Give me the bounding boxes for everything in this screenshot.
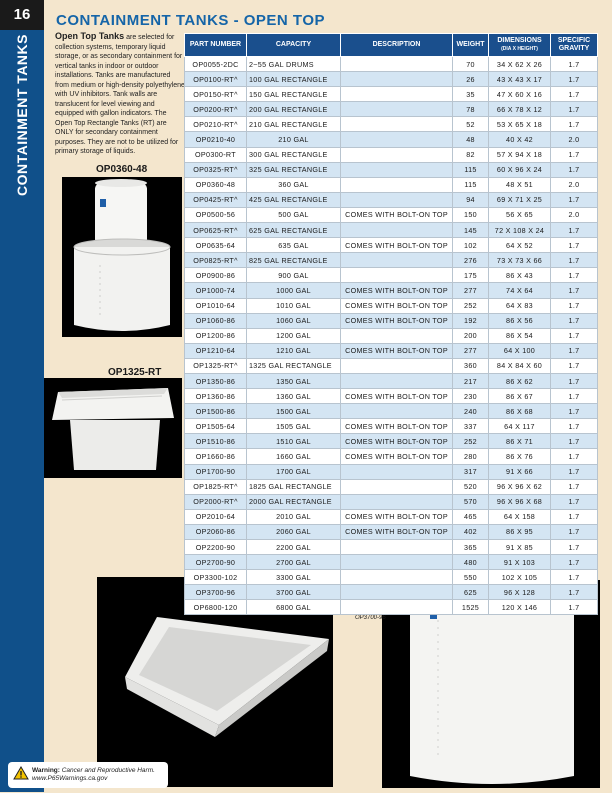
capacity-cell: 6800 GAL: [247, 600, 341, 615]
part-number-cell: OP2060-86: [185, 524, 247, 539]
gravity-cell: 1.7: [551, 494, 598, 509]
weight-cell: 240: [453, 404, 489, 419]
dimensions-cell: 64 X 100: [489, 343, 551, 358]
gravity-cell: 1.7: [551, 253, 598, 268]
table-row: [185, 389, 598, 404]
gravity-cell: 1.7: [551, 389, 598, 404]
weight-cell: 277: [453, 343, 489, 358]
dimensions-cell: 69 X 71 X 25: [489, 192, 551, 207]
weight-cell: 465: [453, 509, 489, 524]
capacity-cell: 2060 GAL: [247, 524, 341, 539]
table-row: [185, 268, 598, 283]
part-number-cell: OP1505-64: [185, 419, 247, 434]
weight-cell: 252: [453, 434, 489, 449]
weight-cell: 200: [453, 328, 489, 343]
capacity-cell: 325 GAL RECTANGLE: [247, 162, 341, 177]
section-title: CONTAINMENT TANKS: [14, 34, 30, 196]
description-cell: [341, 479, 453, 494]
capacity-cell: 1700 GAL: [247, 464, 341, 479]
table-row: [185, 464, 598, 479]
table-row: [185, 72, 598, 87]
part-number-cell: OP1700-90: [185, 464, 247, 479]
table-row: [185, 177, 598, 192]
part-number-cell: OP6800-120: [185, 600, 247, 615]
header-dimensions: [489, 34, 551, 57]
table-header-row: [185, 34, 598, 57]
part-number-cell: OP0635-64: [185, 238, 247, 253]
dimensions-cell: 86 X 54: [489, 328, 551, 343]
dimensions-cell: 72 X 108 X 24: [489, 223, 551, 238]
rectangle-tank-image: [44, 378, 182, 478]
capacity-cell: 3300 GAL: [247, 570, 341, 585]
gravity-cell: 1.7: [551, 570, 598, 585]
description-cell: [341, 404, 453, 419]
intro-paragraph: [55, 32, 185, 157]
description-cell: [341, 268, 453, 283]
capacity-cell: 1000 GAL: [247, 283, 341, 298]
weight-cell: 145: [453, 223, 489, 238]
table-row: [185, 117, 598, 132]
part-number-cell: OP0150-RT^: [185, 87, 247, 102]
capacity-cell: 2700 GAL: [247, 555, 341, 570]
warning-triangle-icon: [13, 766, 29, 780]
photo-caption-op3700: OP3700-96: [355, 615, 386, 621]
part-number-cell: OP1210-64: [185, 343, 247, 358]
dimensions-cell: 47 X 60 X 16: [489, 87, 551, 102]
capacity-cell: 425 GAL RECTANGLE: [247, 192, 341, 207]
weight-cell: 337: [453, 419, 489, 434]
gravity-cell: 1.7: [551, 162, 598, 177]
warning-text: [32, 767, 155, 783]
description-cell: COMES WITH BOLT-ON TOP: [341, 238, 453, 253]
dimensions-cell: 53 X 65 X 18: [489, 117, 551, 132]
dimensions-cell: 48 X 51: [489, 177, 551, 192]
dimensions-cell: 43 X 43 X 17: [489, 72, 551, 87]
gravity-cell: 1.7: [551, 72, 598, 87]
description-cell: [341, 177, 453, 192]
table-row: [185, 253, 598, 268]
part-number-cell: OP0325-RT^: [185, 162, 247, 177]
table-row: [185, 419, 598, 434]
side-band: [0, 0, 44, 792]
table-row: [185, 449, 598, 464]
table-row: [185, 540, 598, 555]
description-cell: [341, 57, 453, 72]
spec-table: [184, 33, 598, 615]
gravity-cell: 1.7: [551, 585, 598, 600]
part-number-cell: OP0625-RT^: [185, 223, 247, 238]
table-row: [185, 147, 598, 162]
capacity-cell: 200 GAL RECTANGLE: [247, 102, 341, 117]
dimensions-cell: 96 X 128: [489, 585, 551, 600]
gravity-cell: 1.7: [551, 328, 598, 343]
capacity-cell: 1360 GAL: [247, 389, 341, 404]
weight-cell: 625: [453, 585, 489, 600]
dimensions-cell: 86 X 71: [489, 434, 551, 449]
description-cell: COMES WITH BOLT-ON TOP: [341, 524, 453, 539]
photo-caption-op1325rt: OP1325-RT: [108, 367, 162, 378]
part-number-cell: OP3300-102: [185, 570, 247, 585]
warning-body: Cancer and Reproductive Harm.: [59, 767, 155, 774]
description-cell: [341, 328, 453, 343]
table-row: [185, 524, 598, 539]
part-number-cell: OP0200-RT^: [185, 102, 247, 117]
weight-cell: 70: [453, 57, 489, 72]
dimensions-cell: 60 X 96 X 24: [489, 162, 551, 177]
part-number-cell: OP1825-RT^: [185, 479, 247, 494]
capacity-cell: 210 GAL RECTANGLE: [247, 117, 341, 132]
table-row: [185, 223, 598, 238]
capacity-cell: 1660 GAL: [247, 449, 341, 464]
capacity-cell: 635 GAL: [247, 238, 341, 253]
gravity-cell: 2.0: [551, 207, 598, 222]
part-number-cell: OP1010-64: [185, 298, 247, 313]
weight-cell: 280: [453, 449, 489, 464]
dimensions-cell: 64 X 52: [489, 238, 551, 253]
weight-cell: 317: [453, 464, 489, 479]
description-cell: COMES WITH BOLT-ON TOP: [341, 419, 453, 434]
dimensions-cell: 57 X 94 X 18: [489, 147, 551, 162]
description-cell: COMES WITH BOLT-ON TOP: [341, 313, 453, 328]
description-cell: [341, 570, 453, 585]
part-number-cell: OP1350-86: [185, 373, 247, 388]
dimensions-cell: 86 X 56: [489, 313, 551, 328]
weight-cell: 550: [453, 570, 489, 585]
gravity-cell: 1.7: [551, 479, 598, 494]
description-cell: [341, 253, 453, 268]
table-row: [185, 87, 598, 102]
table-row: [185, 343, 598, 358]
header-dimensions-sub: (DIA X HEIGHT): [501, 46, 538, 52]
header-capacity: CAPACITY: [247, 34, 341, 57]
table-row: [185, 313, 598, 328]
dimensions-cell: 91 X 85: [489, 540, 551, 555]
table-row: [185, 207, 598, 222]
dimensions-cell: 86 X 43: [489, 268, 551, 283]
description-cell: [341, 117, 453, 132]
weight-cell: 52: [453, 117, 489, 132]
weight-cell: 82: [453, 147, 489, 162]
part-number-cell: OP2010-64: [185, 509, 247, 524]
gravity-cell: 1.7: [551, 238, 598, 253]
dimensions-cell: 86 X 95: [489, 524, 551, 539]
dimensions-cell: 86 X 68: [489, 404, 551, 419]
capacity-cell: 2~55 GAL DRUMS: [247, 57, 341, 72]
dimensions-cell: 84 X 84 X 60: [489, 358, 551, 373]
gravity-cell: 1.7: [551, 509, 598, 524]
dimensions-cell: 86 X 62: [489, 373, 551, 388]
table-row: [185, 479, 598, 494]
table-row: [185, 328, 598, 343]
gravity-cell: 1.7: [551, 555, 598, 570]
spec-table-body: [185, 57, 598, 615]
gravity-cell: 1.7: [551, 358, 598, 373]
gravity-cell: 1.7: [551, 404, 598, 419]
gravity-cell: 1.7: [551, 117, 598, 132]
weight-cell: 365: [453, 540, 489, 555]
table-row: [185, 585, 598, 600]
header-description: DESCRIPTION: [341, 34, 453, 57]
page-number: 16: [0, 0, 44, 30]
weight-cell: 35: [453, 87, 489, 102]
weight-cell: 102: [453, 238, 489, 253]
part-number-cell: OP0500-56: [185, 207, 247, 222]
table-row: [185, 192, 598, 207]
capacity-cell: 1010 GAL: [247, 298, 341, 313]
table-row: [185, 132, 598, 147]
part-number-cell: OP1325-RT^: [185, 358, 247, 373]
gravity-cell: 1.7: [551, 373, 598, 388]
description-cell: [341, 358, 453, 373]
capacity-cell: 500 GAL: [247, 207, 341, 222]
description-cell: [341, 464, 453, 479]
description-cell: COMES WITH BOLT-ON TOP: [341, 283, 453, 298]
part-number-cell: OP1060-86: [185, 313, 247, 328]
description-cell: [341, 540, 453, 555]
table-row: [185, 358, 598, 373]
part-number-cell: OP2200-90: [185, 540, 247, 555]
dimensions-cell: 66 X 78 X 12: [489, 102, 551, 117]
weight-cell: 175: [453, 268, 489, 283]
gravity-cell: 2.0: [551, 177, 598, 192]
part-number-cell: OP0825-RT^: [185, 253, 247, 268]
description-cell: [341, 494, 453, 509]
description-cell: COMES WITH BOLT-ON TOP: [341, 434, 453, 449]
description-cell: COMES WITH BOLT-ON TOP: [341, 449, 453, 464]
weight-cell: 252: [453, 298, 489, 313]
dimensions-cell: 73 X 73 X 66: [489, 253, 551, 268]
part-number-cell: OP1000-74: [185, 283, 247, 298]
intro-body: are selected for collection systems, temporary liquid storage, or as secondary containment for vertical tanks in indoor or outdoor installations. Tanks are manufactured from medium or high-density polyethylene with UV inhibitors. Tank walls are translucent for level viewing and equipped with gallon indicators. The Open Top Rectangle Tanks (RT) are ONLY for secondary containment purposes. They are not to be utilized for primary storage of liquids.: [55, 34, 185, 155]
part-number-cell: OP1510-86: [185, 434, 247, 449]
dimensions-cell: 74 X 64: [489, 283, 551, 298]
description-cell: [341, 223, 453, 238]
prop65-warning: [8, 762, 168, 788]
gravity-cell: 1.7: [551, 102, 598, 117]
gravity-cell: 1.7: [551, 434, 598, 449]
gravity-cell: 1.7: [551, 57, 598, 72]
part-number-cell: OP3700-96: [185, 585, 247, 600]
gravity-cell: 1.7: [551, 540, 598, 555]
weight-cell: 1525: [453, 600, 489, 615]
dimensions-cell: 96 X 96 X 62: [489, 479, 551, 494]
weight-cell: 277: [453, 283, 489, 298]
table-row: [185, 57, 598, 72]
gravity-cell: 1.7: [551, 268, 598, 283]
page-heading: CONTAINMENT TANKS - OPEN TOP: [56, 12, 325, 29]
description-cell: [341, 72, 453, 87]
gravity-cell: 1.7: [551, 223, 598, 238]
dimensions-cell: 86 X 76: [489, 449, 551, 464]
capacity-cell: 1510 GAL: [247, 434, 341, 449]
description-cell: [341, 132, 453, 147]
gravity-cell: 1.7: [551, 283, 598, 298]
gravity-cell: 1.7: [551, 298, 598, 313]
table-row: [185, 434, 598, 449]
dimensions-cell: 56 X 65: [489, 207, 551, 222]
description-cell: [341, 373, 453, 388]
table-row: [185, 162, 598, 177]
gravity-cell: 1.7: [551, 87, 598, 102]
warning-label: Warning:: [32, 767, 60, 774]
weight-cell: 402: [453, 524, 489, 539]
dimensions-cell: 96 X 96 X 68: [489, 494, 551, 509]
gravity-cell: 1.7: [551, 600, 598, 615]
weight-cell: 520: [453, 479, 489, 494]
capacity-cell: 2000 GAL RECTANGLE: [247, 494, 341, 509]
capacity-cell: 1350 GAL: [247, 373, 341, 388]
weight-cell: 115: [453, 162, 489, 177]
capacity-cell: 625 GAL RECTANGLE: [247, 223, 341, 238]
part-number-cell: OP0900-86: [185, 268, 247, 283]
table-row: [185, 373, 598, 388]
weight-cell: 115: [453, 177, 489, 192]
part-number-cell: OP0210-40: [185, 132, 247, 147]
part-number-cell: OP0210-RT^: [185, 117, 247, 132]
open-top-tank-image: [62, 177, 182, 337]
part-number-cell: OP1660-86: [185, 449, 247, 464]
capacity-cell: 825 GAL RECTANGLE: [247, 253, 341, 268]
table-row: [185, 102, 598, 117]
weight-cell: 48: [453, 132, 489, 147]
dimensions-cell: 91 X 66: [489, 464, 551, 479]
description-cell: COMES WITH BOLT-ON TOP: [341, 509, 453, 524]
capacity-cell: 1210 GAL: [247, 343, 341, 358]
weight-cell: 230: [453, 389, 489, 404]
part-number-cell: OP0360-48: [185, 177, 247, 192]
part-number-cell: OP0055-2DC: [185, 57, 247, 72]
capacity-cell: 150 GAL RECTANGLE: [247, 87, 341, 102]
description-cell: COMES WITH BOLT-ON TOP: [341, 343, 453, 358]
description-cell: [341, 162, 453, 177]
dimensions-cell: 91 X 103: [489, 555, 551, 570]
weight-cell: 94: [453, 192, 489, 207]
dimensions-cell: 40 X 42: [489, 132, 551, 147]
part-number-cell: OP1360-86: [185, 389, 247, 404]
tank-photo-op0360: [62, 177, 182, 337]
gravity-cell: 1.7: [551, 343, 598, 358]
part-number-cell: OP1200-86: [185, 328, 247, 343]
description-cell: [341, 147, 453, 162]
photo-caption-op0360: OP0360-48: [96, 164, 148, 175]
description-cell: [341, 87, 453, 102]
weight-cell: 78: [453, 102, 489, 117]
capacity-cell: 1825 GAL RECTANGLE: [247, 479, 341, 494]
capacity-cell: 1325 GAL RECTANGLE: [247, 358, 341, 373]
table-row: [185, 404, 598, 419]
gravity-cell: 1.7: [551, 192, 598, 207]
capacity-cell: 300 GAL RECTANGLE: [247, 147, 341, 162]
gravity-cell: 1.7: [551, 524, 598, 539]
weight-cell: 570: [453, 494, 489, 509]
tank-photo-op1325rt: [44, 378, 182, 478]
gravity-cell: 1.7: [551, 147, 598, 162]
dimensions-cell: 64 X 158: [489, 509, 551, 524]
capacity-cell: 210 GAL: [247, 132, 341, 147]
description-cell: [341, 102, 453, 117]
weight-cell: 360: [453, 358, 489, 373]
description-cell: COMES WITH BOLT-ON TOP: [341, 389, 453, 404]
dimensions-cell: 102 X 105: [489, 570, 551, 585]
table-row: [185, 298, 598, 313]
table-row: [185, 600, 598, 615]
capacity-cell: 3700 GAL: [247, 585, 341, 600]
part-number-cell: OP0425-RT^: [185, 192, 247, 207]
intro-lead: Open Top Tanks: [55, 31, 125, 41]
gravity-cell: 1.7: [551, 464, 598, 479]
description-cell: [341, 555, 453, 570]
table-row: [185, 509, 598, 524]
table-row: [185, 570, 598, 585]
description-cell: [341, 192, 453, 207]
dimensions-cell: 64 X 117: [489, 419, 551, 434]
capacity-cell: 360 GAL: [247, 177, 341, 192]
table-row: [185, 238, 598, 253]
weight-cell: 192: [453, 313, 489, 328]
gravity-cell: 1.7: [551, 419, 598, 434]
part-number-cell: OP1500-86: [185, 404, 247, 419]
capacity-cell: 1200 GAL: [247, 328, 341, 343]
header-part-number: PART NUMBER: [185, 34, 247, 57]
dimensions-cell: 64 X 83: [489, 298, 551, 313]
part-number-cell: OP0100-RT^: [185, 72, 247, 87]
dimensions-cell: 34 X 62 X 26: [489, 57, 551, 72]
capacity-cell: 1500 GAL: [247, 404, 341, 419]
weight-cell: 276: [453, 253, 489, 268]
description-cell: COMES WITH BOLT-ON TOP: [341, 298, 453, 313]
capacity-cell: 100 GAL RECTANGLE: [247, 72, 341, 87]
header-dimensions-label: DIMENSIONS: [497, 37, 542, 44]
weight-cell: 150: [453, 207, 489, 222]
dimensions-cell: 86 X 67: [489, 389, 551, 404]
part-number-cell: OP2700-90: [185, 555, 247, 570]
gravity-cell: 2.0: [551, 132, 598, 147]
part-number-cell: OP0300-RT: [185, 147, 247, 162]
table-row: [185, 494, 598, 509]
weight-cell: 480: [453, 555, 489, 570]
description-cell: [341, 585, 453, 600]
description-cell: COMES WITH BOLT-ON TOP: [341, 207, 453, 222]
capacity-cell: 900 GAL: [247, 268, 341, 283]
capacity-cell: 1060 GAL: [247, 313, 341, 328]
part-number-cell: OP2000-RT^: [185, 494, 247, 509]
weight-cell: 217: [453, 373, 489, 388]
table-row: [185, 555, 598, 570]
warning-url[interactable]: www.P65Warnings.ca.gov: [32, 775, 108, 782]
header-specific-gravity: SPECIFIC GRAVITY: [551, 34, 598, 57]
description-cell: [341, 600, 453, 615]
dimensions-cell: 120 X 146: [489, 600, 551, 615]
capacity-cell: 2200 GAL: [247, 540, 341, 555]
table-row: [185, 283, 598, 298]
weight-cell: 26: [453, 72, 489, 87]
capacity-cell: 1505 GAL: [247, 419, 341, 434]
header-weight: WEIGHT: [453, 34, 489, 57]
capacity-cell: 2010 GAL: [247, 509, 341, 524]
gravity-cell: 1.7: [551, 449, 598, 464]
gravity-cell: 1.7: [551, 313, 598, 328]
